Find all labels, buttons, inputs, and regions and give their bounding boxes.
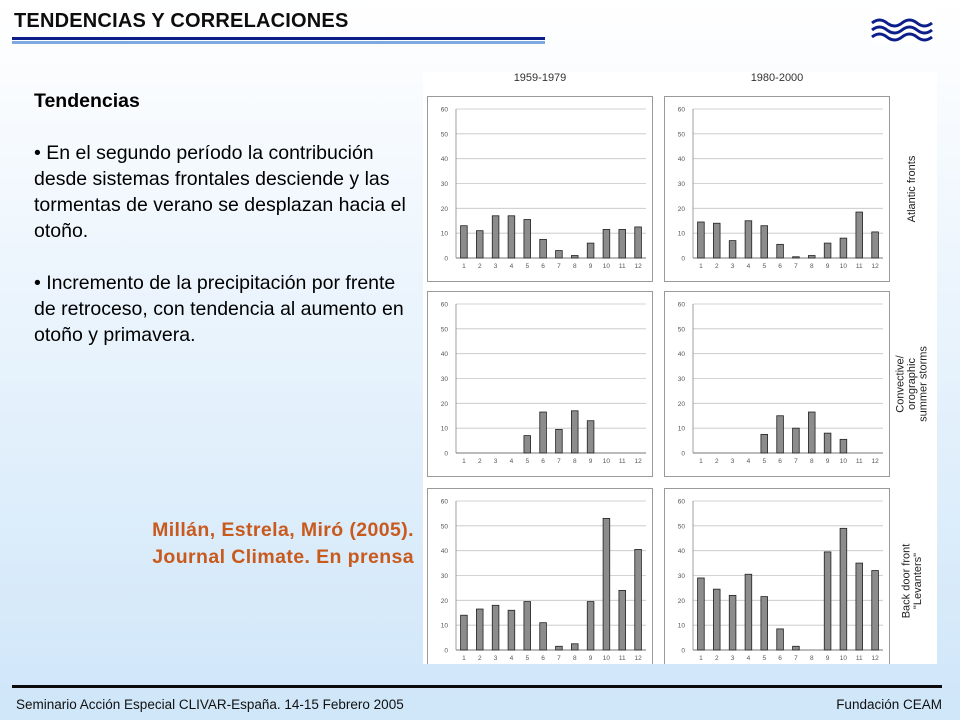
y-tick-label: 20 bbox=[440, 597, 448, 605]
x-tick-label: 2 bbox=[714, 458, 719, 465]
x-tick-label: 6 bbox=[541, 655, 545, 662]
bar bbox=[840, 439, 847, 453]
x-tick-label: 7 bbox=[794, 263, 798, 270]
y-tick-label: 50 bbox=[440, 131, 448, 139]
bar bbox=[476, 231, 483, 258]
y-tick-label: 60 bbox=[677, 301, 685, 309]
text-block bbox=[34, 88, 420, 374]
x-tick-label: 8 bbox=[572, 655, 577, 662]
x-tick-label: 10 bbox=[839, 458, 848, 465]
x-tick-label: 7 bbox=[557, 263, 561, 270]
x-tick-label: 10 bbox=[602, 263, 611, 270]
x-tick-label: 8 bbox=[572, 458, 577, 465]
x-tick-label: 4 bbox=[746, 263, 751, 270]
x-tick-label: 5 bbox=[525, 263, 530, 270]
y-tick-label: 40 bbox=[677, 548, 685, 556]
bar bbox=[761, 434, 768, 453]
footer-rule bbox=[12, 685, 942, 688]
bar bbox=[556, 646, 563, 650]
x-tick-label: 9 bbox=[588, 655, 593, 662]
footer-left: Seminario Acción Especial CLIVAR-España. 14-15 Febrero 2005 bbox=[16, 697, 404, 712]
y-tick-label: 60 bbox=[440, 301, 448, 309]
x-tick-label: 9 bbox=[825, 458, 830, 465]
x-tick-label: 6 bbox=[541, 263, 545, 270]
x-tick-label: 2 bbox=[714, 263, 719, 270]
bar bbox=[793, 646, 800, 650]
bar bbox=[856, 212, 863, 258]
y-tick-label: 0 bbox=[681, 255, 685, 263]
y-tick-label: 10 bbox=[440, 230, 448, 238]
x-tick-label: 1 bbox=[699, 655, 703, 662]
bar bbox=[635, 227, 642, 258]
x-tick-label: 12 bbox=[634, 458, 642, 465]
bar bbox=[824, 552, 831, 650]
x-tick-label: 1 bbox=[462, 655, 466, 662]
y-tick-label: 50 bbox=[677, 131, 685, 139]
x-tick-label: 6 bbox=[778, 263, 782, 270]
bar bbox=[461, 226, 468, 258]
bar bbox=[524, 436, 531, 453]
x-tick-label: 1 bbox=[699, 458, 703, 465]
x-tick-label: 12 bbox=[871, 655, 879, 662]
bar bbox=[713, 589, 720, 650]
x-tick-label: 3 bbox=[493, 458, 498, 465]
x-tick-label: 1 bbox=[699, 263, 703, 270]
bar bbox=[698, 578, 705, 650]
y-tick-label: 10 bbox=[440, 425, 448, 433]
x-tick-label: 11 bbox=[855, 655, 863, 662]
bar bbox=[603, 518, 610, 650]
bar bbox=[840, 238, 847, 258]
y-tick-label: 0 bbox=[444, 450, 448, 458]
title-rule bbox=[12, 37, 545, 44]
x-tick-label: 2 bbox=[477, 655, 482, 662]
x-tick-label: 5 bbox=[762, 458, 767, 465]
y-tick-label: 40 bbox=[677, 156, 685, 164]
x-tick-label: 11 bbox=[855, 263, 863, 270]
bar bbox=[824, 433, 831, 453]
chart-grid bbox=[423, 72, 937, 664]
bar bbox=[777, 244, 784, 258]
x-tick-label: 12 bbox=[871, 263, 879, 270]
x-tick-label: 1 bbox=[462, 263, 466, 270]
citation-line-2: Journal Climate. En prensa bbox=[152, 546, 414, 568]
row-label-line: Convective/ bbox=[894, 355, 907, 413]
bar bbox=[745, 574, 752, 650]
bar bbox=[824, 243, 831, 258]
y-tick-label: 50 bbox=[677, 326, 685, 334]
x-tick-label: 2 bbox=[477, 458, 482, 465]
bar bbox=[524, 602, 531, 650]
x-tick-label: 12 bbox=[871, 458, 879, 465]
y-tick-label: 20 bbox=[440, 205, 448, 213]
x-tick-label: 9 bbox=[825, 263, 830, 270]
row-label-line: orographic bbox=[906, 358, 918, 410]
y-tick-label: 10 bbox=[677, 425, 685, 433]
bar bbox=[571, 644, 578, 650]
y-tick-label: 0 bbox=[681, 647, 685, 655]
y-tick-label: 30 bbox=[677, 376, 685, 383]
x-tick-label: 3 bbox=[730, 655, 735, 662]
bar bbox=[777, 416, 784, 453]
row-label-2 bbox=[895, 346, 930, 422]
bar-panel-3 bbox=[428, 292, 653, 477]
slide-title: TENDENCIAS Y CORRELACIONES bbox=[14, 10, 349, 32]
bar bbox=[872, 232, 879, 258]
bullet-1: • En el segundo período la contribución desde sistemas frontales desciende y las tormentas de verano se desplazan hacia el otoño. bbox=[34, 142, 406, 242]
y-tick-label: 20 bbox=[677, 597, 685, 605]
bar bbox=[587, 243, 594, 258]
bar bbox=[635, 549, 642, 650]
bar bbox=[745, 221, 752, 258]
y-tick-label: 10 bbox=[677, 230, 685, 238]
y-tick-label: 30 bbox=[440, 376, 448, 383]
y-tick-label: 40 bbox=[440, 156, 448, 164]
x-tick-label: 3 bbox=[730, 263, 735, 270]
bar bbox=[540, 623, 547, 650]
bar bbox=[619, 229, 626, 258]
figure bbox=[423, 72, 937, 664]
column-header-2: 1980-2000 bbox=[750, 72, 804, 84]
bar bbox=[556, 429, 563, 453]
x-tick-label: 4 bbox=[509, 655, 514, 662]
y-tick-label: 50 bbox=[440, 523, 448, 531]
x-tick-label: 10 bbox=[839, 263, 848, 270]
y-tick-label: 0 bbox=[444, 647, 448, 655]
bar bbox=[508, 216, 515, 258]
y-tick-label: 40 bbox=[677, 351, 685, 359]
y-tick-label: 50 bbox=[677, 523, 685, 531]
row-label-3 bbox=[900, 544, 924, 619]
bar bbox=[729, 595, 736, 650]
x-tick-label: 11 bbox=[618, 458, 626, 465]
y-tick-label: 20 bbox=[677, 205, 685, 213]
bar bbox=[492, 605, 499, 650]
x-tick-label: 4 bbox=[746, 655, 751, 662]
bullet-2: • Incremento de la precipitación por frente de retroceso, con tendencia al aumento en otoño y primavera. bbox=[34, 272, 404, 346]
x-tick-label: 12 bbox=[634, 655, 642, 662]
section-heading: Tendencias bbox=[34, 90, 140, 112]
bar bbox=[856, 563, 863, 650]
bar-panel-1 bbox=[428, 97, 653, 282]
x-tick-label: 5 bbox=[762, 655, 767, 662]
x-tick-label: 12 bbox=[634, 263, 642, 270]
x-tick-label: 8 bbox=[809, 263, 814, 270]
y-tick-label: 60 bbox=[677, 498, 685, 506]
y-tick-label: 30 bbox=[677, 573, 685, 580]
y-tick-label: 20 bbox=[677, 400, 685, 408]
x-tick-label: 3 bbox=[493, 263, 498, 270]
x-tick-label: 11 bbox=[855, 458, 863, 465]
x-tick-label: 9 bbox=[825, 655, 830, 662]
bar-panel-6 bbox=[665, 489, 890, 665]
row-label-line: "Levanters" bbox=[911, 552, 924, 610]
x-tick-label: 4 bbox=[746, 458, 751, 465]
x-tick-label: 8 bbox=[809, 458, 814, 465]
x-tick-label: 5 bbox=[525, 655, 530, 662]
bar bbox=[761, 226, 768, 258]
citation bbox=[60, 517, 414, 571]
x-tick-label: 7 bbox=[794, 458, 798, 465]
bar bbox=[793, 428, 800, 453]
bar bbox=[777, 629, 784, 650]
column-header-1: 1959-1979 bbox=[513, 72, 567, 84]
y-tick-label: 0 bbox=[444, 255, 448, 263]
y-tick-label: 40 bbox=[440, 548, 448, 556]
row-label-line: Back door front bbox=[900, 543, 913, 619]
x-tick-label: 6 bbox=[541, 458, 545, 465]
x-tick-label: 6 bbox=[778, 458, 782, 465]
bar bbox=[587, 602, 594, 650]
y-tick-label: 30 bbox=[440, 573, 448, 580]
x-tick-label: 4 bbox=[509, 263, 514, 270]
x-tick-label: 10 bbox=[602, 655, 611, 662]
y-tick-label: 0 bbox=[681, 450, 685, 458]
bar bbox=[698, 222, 705, 258]
x-tick-label: 10 bbox=[602, 458, 611, 465]
x-tick-label: 11 bbox=[618, 655, 626, 662]
x-tick-label: 3 bbox=[730, 458, 735, 465]
bar bbox=[524, 220, 531, 258]
bar bbox=[713, 223, 720, 258]
x-tick-label: 7 bbox=[557, 458, 561, 465]
x-tick-label: 3 bbox=[493, 655, 498, 662]
footer-right: Fundación CEAM bbox=[836, 697, 942, 712]
x-tick-label: 7 bbox=[794, 655, 798, 662]
y-tick-label: 20 bbox=[440, 400, 448, 408]
bar bbox=[571, 411, 578, 453]
x-tick-label: 2 bbox=[477, 263, 482, 270]
bar bbox=[603, 229, 610, 258]
bar bbox=[540, 412, 547, 453]
bar bbox=[556, 251, 563, 258]
x-tick-label: 9 bbox=[588, 263, 593, 270]
bar-panel-5 bbox=[428, 489, 653, 665]
y-tick-label: 30 bbox=[440, 181, 448, 188]
x-tick-label: 11 bbox=[618, 263, 626, 270]
x-tick-label: 4 bbox=[509, 458, 514, 465]
bar bbox=[476, 609, 483, 650]
row-label-line: Atlantic fronts bbox=[906, 155, 918, 223]
bar bbox=[508, 610, 515, 650]
bar bbox=[540, 239, 547, 258]
y-tick-label: 60 bbox=[677, 106, 685, 114]
bar bbox=[793, 257, 800, 258]
y-tick-label: 50 bbox=[440, 326, 448, 334]
x-tick-label: 5 bbox=[762, 263, 767, 270]
bar bbox=[571, 256, 578, 258]
x-tick-label: 7 bbox=[557, 655, 561, 662]
y-tick-label: 60 bbox=[440, 498, 448, 506]
bar bbox=[461, 615, 468, 650]
bar bbox=[587, 421, 594, 453]
bar bbox=[872, 571, 879, 650]
x-tick-label: 6 bbox=[778, 655, 782, 662]
bar-panel-4 bbox=[665, 292, 890, 477]
bar bbox=[619, 590, 626, 650]
x-tick-label: 5 bbox=[525, 458, 530, 465]
y-tick-label: 30 bbox=[677, 181, 685, 188]
y-tick-label: 10 bbox=[440, 622, 448, 630]
y-tick-label: 10 bbox=[677, 622, 685, 630]
bar bbox=[808, 256, 815, 258]
bar-panel-2 bbox=[665, 97, 890, 282]
x-tick-label: 1 bbox=[462, 458, 466, 465]
row-label-1 bbox=[906, 155, 918, 222]
bar bbox=[729, 241, 736, 258]
citation-line-1: Millán, Estrela, Miró (2005). bbox=[152, 519, 414, 541]
bar bbox=[492, 216, 499, 258]
bar bbox=[761, 597, 768, 650]
x-tick-label: 8 bbox=[572, 263, 577, 270]
y-tick-label: 40 bbox=[440, 351, 448, 359]
x-tick-label: 10 bbox=[839, 655, 848, 662]
x-tick-label: 9 bbox=[588, 458, 593, 465]
waves-logo-icon bbox=[870, 14, 934, 42]
x-tick-label: 8 bbox=[809, 655, 814, 662]
x-tick-label: 2 bbox=[714, 655, 719, 662]
y-tick-label: 60 bbox=[440, 106, 448, 114]
bar bbox=[808, 412, 815, 453]
bar bbox=[840, 528, 847, 650]
row-label-line: summer storms bbox=[917, 346, 930, 422]
